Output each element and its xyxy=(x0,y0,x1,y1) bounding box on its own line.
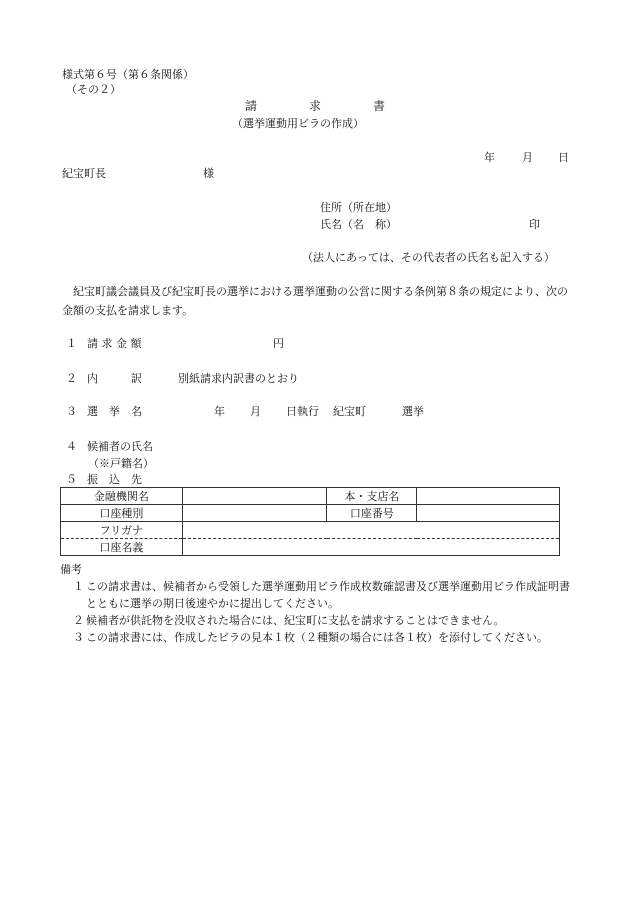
furigana-value[interactable] xyxy=(182,522,559,539)
remark-3 xyxy=(60,629,572,646)
bank-table xyxy=(60,487,560,556)
seal-mark: 印 xyxy=(529,218,540,231)
account-type-label: 口座種別 xyxy=(61,505,183,522)
institution-value[interactable] xyxy=(182,488,327,505)
remark-2 xyxy=(60,612,572,629)
furigana-label: フリガナ xyxy=(61,522,183,539)
item-4-label: 候補者の氏名 xyxy=(87,440,153,453)
remark-1-text: この請求書は、候補者から受領した選挙運動用ビラ作成枚数確認書及び選挙運動用ビラ作成証明書とともに選挙の期日後速やかに提出してください。 xyxy=(86,580,570,610)
applicant-address-label: 住所（所在地） xyxy=(320,201,397,214)
item-1-label: 請 求 金 額 xyxy=(87,337,142,350)
item-4-number: ４ xyxy=(66,440,77,453)
remarks-section xyxy=(60,561,572,646)
remark-1-number: １ xyxy=(73,580,84,593)
bank-row-account-name xyxy=(61,539,560,556)
item-3-number: ３ xyxy=(66,405,77,418)
date-year: 年 xyxy=(484,151,495,164)
item-2-label: 内 訳 xyxy=(87,372,142,385)
addressee-name: 紀宝町長 xyxy=(62,167,106,180)
title-char-2: 求 xyxy=(309,99,322,113)
item-5-label: 振 込 先 xyxy=(87,473,142,486)
account-number-value[interactable] xyxy=(417,505,560,522)
remark-3-text: この請求書には、作成したビラの見本１枚（２種類の場合には各１枚）を添付してください。 xyxy=(86,631,548,644)
remarks-heading: 備考 xyxy=(60,563,82,576)
title-char-1: 請 xyxy=(245,99,258,113)
item-2-value: 別紙請求内訳書のとおり xyxy=(178,372,299,385)
election-year: 年 xyxy=(214,405,225,418)
body-paragraph: 紀宝町議会議員及び紀宝町長の選挙における選挙運動の公営に関する条例第８条の規定により、次の金額の支払を請求します。 xyxy=(62,285,568,317)
bank-row-institution xyxy=(61,488,560,505)
account-number-label: 口座番号 xyxy=(327,505,417,522)
bank-row-furigana xyxy=(61,522,560,539)
account-name-label: 口座名義 xyxy=(61,539,183,556)
item-1-number: １ xyxy=(66,337,77,350)
form-subnumber: （その２） xyxy=(66,83,121,96)
item-4-note: （※戸籍名） xyxy=(88,457,154,470)
election-month: 月 xyxy=(250,405,261,418)
title-subtitle: （選挙運動用ビラの作成） xyxy=(232,117,364,130)
item-5-number: ５ xyxy=(66,473,77,486)
applicant-note: （法人にあっては、その代表者の氏名も記入する） xyxy=(302,251,555,264)
account-type-value[interactable] xyxy=(182,505,327,522)
item-2-number: ２ xyxy=(66,372,77,385)
election-suffix: 選挙 xyxy=(402,405,424,418)
amount-unit: 円 xyxy=(273,337,284,350)
applicant-name-label: 氏名（名 称） xyxy=(320,218,397,231)
date-month: 月 xyxy=(522,151,533,164)
account-name-value[interactable] xyxy=(182,539,559,556)
remark-3-number: ３ xyxy=(73,631,84,644)
title-char-3: 書 xyxy=(373,99,386,113)
date-day: 日 xyxy=(558,151,569,164)
remark-2-number: ２ xyxy=(73,614,84,627)
item-3-label: 選 挙 名 xyxy=(87,405,142,418)
election-town: 紀宝町 xyxy=(333,405,366,418)
form-number: 様式第６号（第６条関係） xyxy=(62,68,194,81)
branch-value[interactable] xyxy=(417,488,560,505)
addressee-honorific: 様 xyxy=(203,167,214,180)
institution-label: 金融機関名 xyxy=(61,488,183,505)
branch-label: 本・支店名 xyxy=(327,488,417,505)
remark-2-text: 候補者が供託物を没収された場合には、紀宝町に支払を請求することはできません。 xyxy=(86,614,505,627)
election-day-exec: 日執行 xyxy=(286,405,319,418)
bank-row-account xyxy=(61,505,560,522)
remark-1 xyxy=(60,578,572,612)
